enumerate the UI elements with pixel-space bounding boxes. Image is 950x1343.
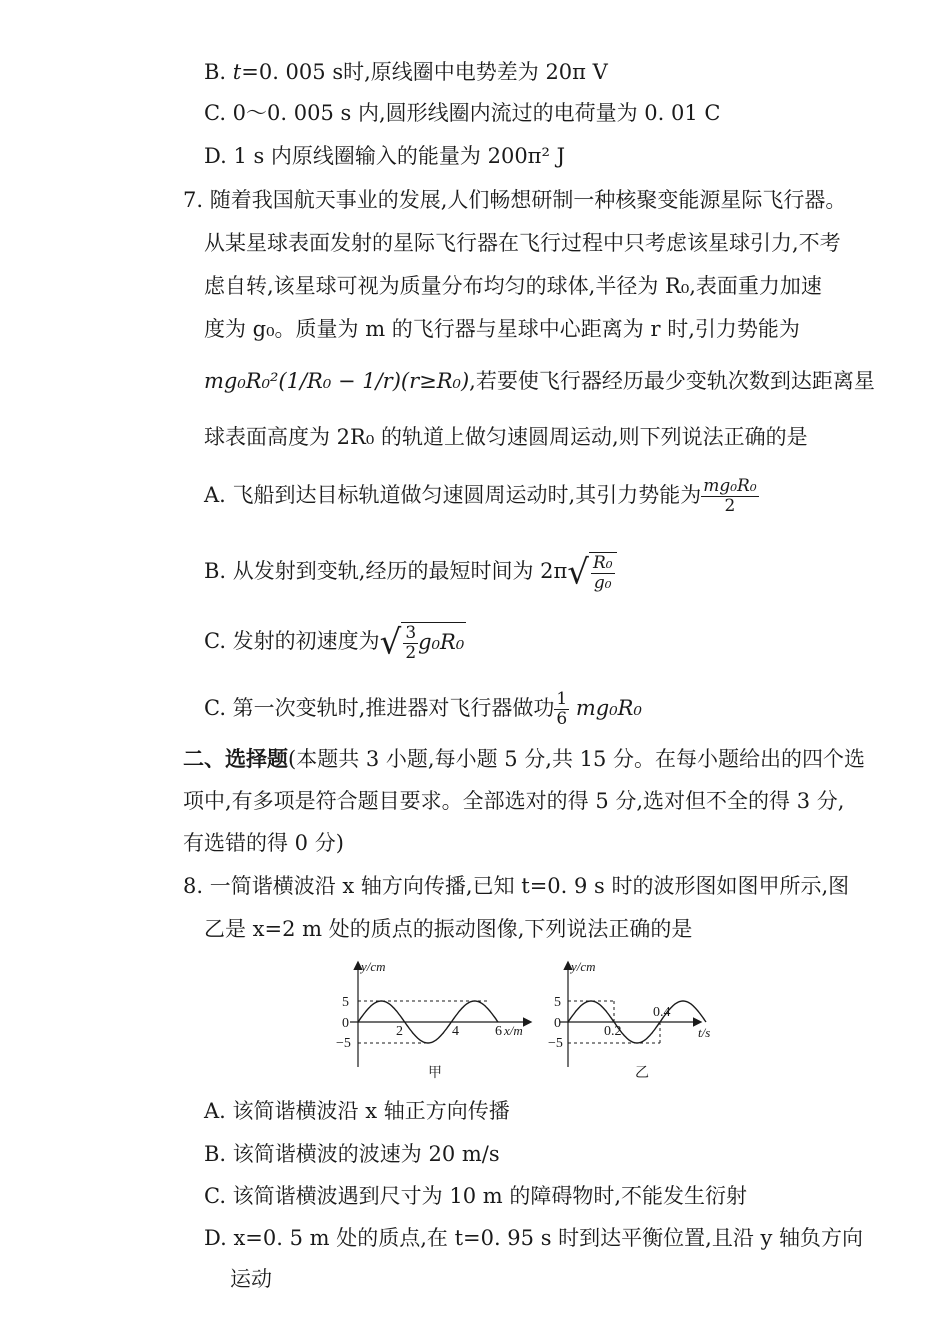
q7-option-a-fraction: $\frac{\text{mg₀R₀}}{2}$: [703, 476, 757, 516]
yi-xtick-0.2: 0.2: [604, 1024, 622, 1039]
q7-option-a-text: A. 飞船到达目标轨道做匀速圆周运动时,其引力势能为: [204, 483, 702, 507]
q7-stem-line4: 度为 g₀。质量为 m 的飞行器与星球中心距离为 r 时,引力势能为: [204, 317, 800, 341]
q7-option-d-tail: mg₀R₀: [575, 696, 642, 720]
jia-xlabel: x/m: [504, 1023, 523, 1038]
q8-option-c: C. 该简谐横波遇到尺寸为 10 m 的障碍物时,不能发生衍射: [204, 1184, 748, 1208]
jia-ytick-0: 0: [342, 1016, 349, 1031]
jia-xtick-2: 2: [396, 1024, 403, 1039]
jia-xtick-6: 6: [495, 1024, 502, 1039]
q8-stem-line1: 8. 一简谐横波沿 x 轴方向传播,已知 t=0. 9 s 时的波形图如图甲所示,图: [183, 874, 850, 898]
q8-option-d-line2: 运动: [230, 1267, 272, 1291]
q7-stem-line3: 虑自转,该星球可视为质量分布均匀的球体,半径为 R₀,表面重力加速: [204, 274, 822, 298]
jia-xtick-4: 4: [452, 1024, 459, 1039]
figure-jia: [330, 955, 540, 1085]
yi-caption: 乙: [635, 1066, 649, 1081]
q7-option-a: [204, 477, 759, 516]
q8-option-b: B. 该简谐横波的波速为 20 m/s: [204, 1142, 500, 1166]
q6-option-b-text: =0. 005 s时,原线圈中电势差为 20π V: [241, 60, 608, 84]
q6-option-b-var: t: [232, 60, 242, 84]
q7-option-c-sqrt: √ $\frac{3}{2}$ g₀R₀: [379, 622, 465, 663]
q7-option-d-text: C. 第一次变轨时,推进器对飞行器做功: [204, 696, 555, 720]
q7-option-b-text: B. 从发射到变轨,经历的最短时间为 2π: [204, 559, 568, 583]
q7-stem-line2: 从某星球表面发射的星际飞行器在飞行过程中只考虑该星球引力,不考: [204, 231, 841, 255]
yi-ytick-neg5: −5: [548, 1036, 563, 1051]
section2-title: 二、选择题: [183, 746, 288, 771]
jia-ytick-neg5: −5: [336, 1036, 351, 1051]
q6-option-c: C. 0～0. 005 s 内,圆形线圈内流过的电荷量为 0. 01 C: [204, 101, 721, 125]
yi-ytick-0: 0: [554, 1016, 561, 1031]
q7-stem-line1: 7. 随着我国航天事业的发展,人们畅想研制一种核聚变能源星际飞行器。: [183, 188, 847, 212]
figure-yi: [540, 955, 740, 1085]
q7-option-d: [204, 690, 642, 729]
yi-xlabel: t/s: [698, 1025, 711, 1040]
yi-ytick-5: 5: [554, 995, 561, 1010]
q6-option-d: D. 1 s 内原线圈输入的能量为 200π² J: [204, 144, 565, 168]
jia-ytick-5: 5: [342, 995, 349, 1010]
yi-ylabel: y/cm: [571, 959, 596, 974]
yi-xtick-0.4: 0.4: [653, 1005, 671, 1020]
q7-stem-line5: [204, 366, 875, 396]
q7-stem-line5-text: ,若要使飞行器经历最少变轨次数到达距离星: [469, 369, 875, 393]
q7-option-d-fraction: $\frac{1}{6}$: [556, 689, 568, 729]
section2-line1-rest: (本题共 3 小题,每小题 5 分,共 15 分。在每小题给出的四个选: [288, 747, 866, 771]
q7-option-c: [204, 622, 466, 663]
q7-stem-line6: 球表面高度为 2R₀ 的轨道上做匀速圆周运动,则下列说法正确的是: [204, 425, 808, 449]
q7-option-b-sqrt: √ $\frac{\text{R₀}}{\text{g₀}}$: [567, 552, 616, 593]
q8-option-d-line1: D. x=0. 5 m 处的质点,在 t=0. 95 s 时到达平衡位置,且沿 y 轴负方向: [204, 1226, 864, 1250]
section2-line1: [183, 744, 865, 774]
q7-option-c-text: C. 发射的初速度为: [204, 629, 380, 653]
q6-option-b-prefix: B.: [204, 60, 233, 84]
jia-caption: 甲: [428, 1066, 442, 1081]
q7-potential-formula: mg₀R₀²(1/R₀ − 1/r)(r≥R₀): [204, 369, 470, 393]
q8-option-a: A. 该简谐横波沿 x 轴正方向传播: [204, 1099, 510, 1123]
section2-line2: 项中,有多项是符合题目要求。全部选对的得 5 分,选对但不全的得 3 分,: [183, 789, 845, 813]
q8-stem-line2: 乙是 x=2 m 处的质点的振动图像,下列说法正确的是: [204, 917, 693, 941]
q7-option-b: [204, 552, 617, 593]
jia-ylabel: y/cm: [361, 959, 386, 974]
q6-option-b: [204, 57, 608, 87]
section2-line3: 有选错的得 0 分): [183, 831, 344, 855]
